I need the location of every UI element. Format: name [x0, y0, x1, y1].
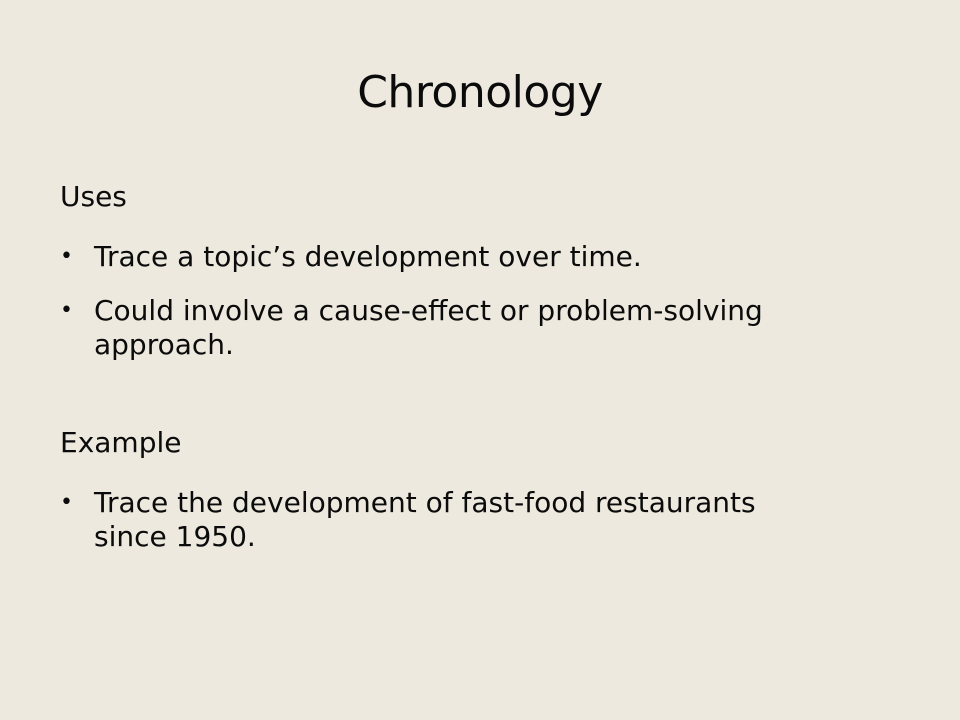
slide-body [60, 180, 820, 574]
bullet-icon: • [60, 244, 73, 269]
bullet-icon: • [60, 298, 73, 323]
section-heading-uses: Uses [60, 180, 127, 213]
bullet-text: Trace a topic’s development over time. [94, 240, 642, 273]
bullet-text: Could involve a cause-effect or problem-solving approach. [94, 294, 763, 361]
bullet-item [60, 240, 820, 274]
bullet-text: Trace the development of fast-food restaurants since 1950. [94, 486, 756, 553]
slide-title: Chronology [357, 67, 603, 118]
section-spacer [60, 382, 820, 426]
bullet-item [60, 486, 820, 554]
bullet-item [60, 294, 820, 362]
section-heading-example: Example [60, 426, 182, 459]
bullet-icon: • [60, 490, 73, 515]
